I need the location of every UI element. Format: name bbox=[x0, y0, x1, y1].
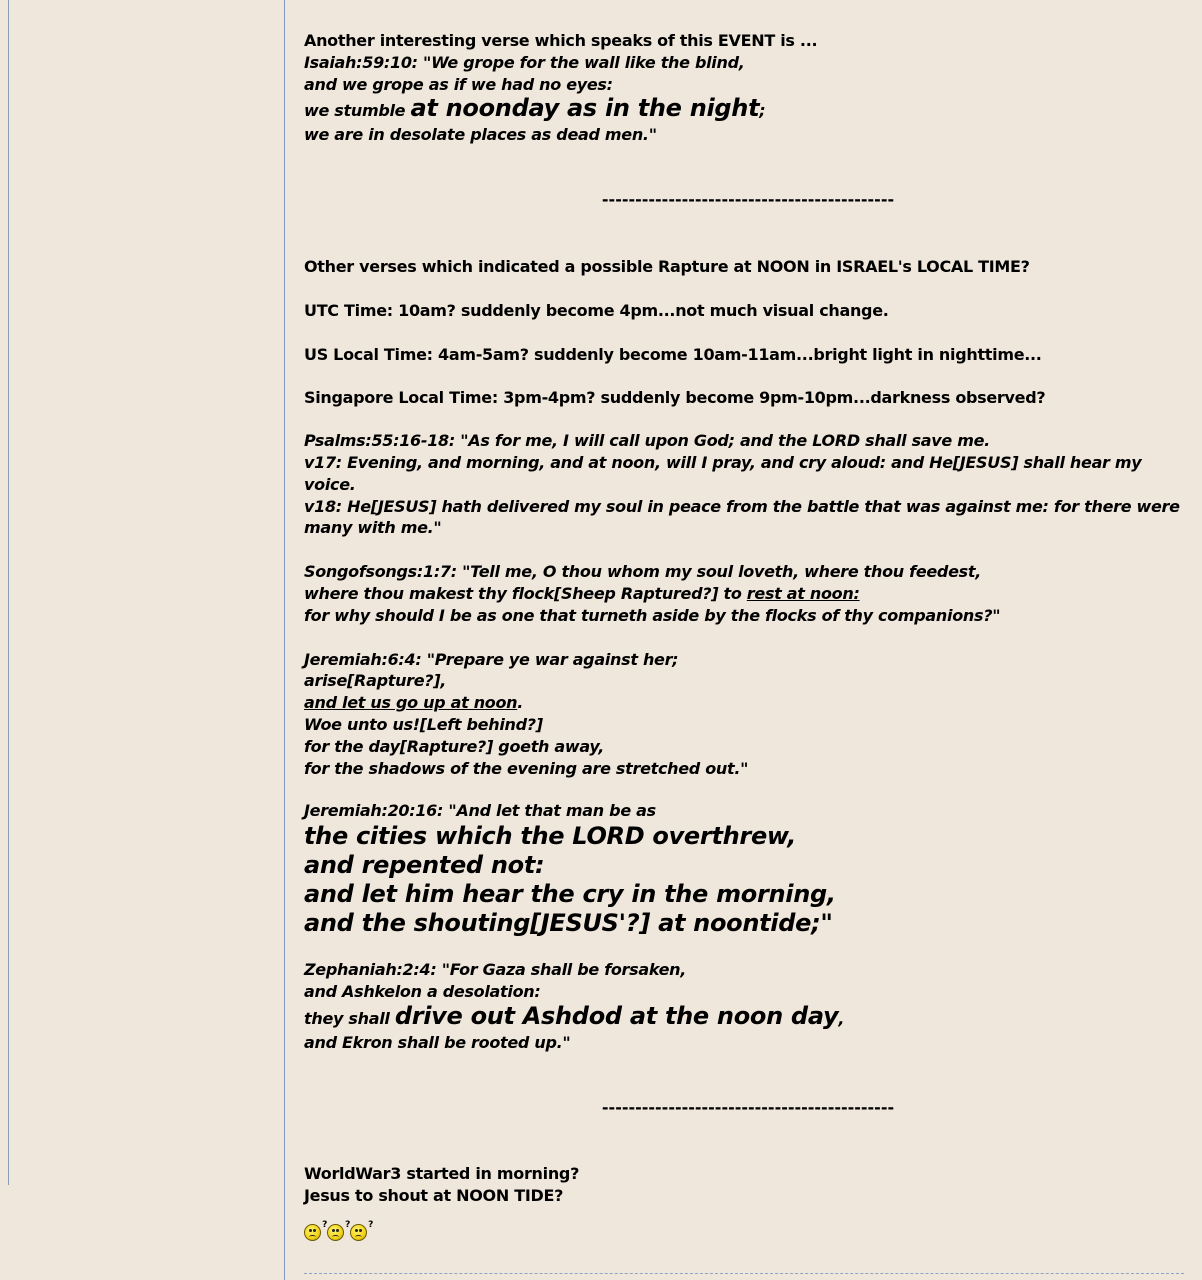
confused-smiley-icon: ? bbox=[304, 1224, 321, 1241]
jer6-line-2: arise[Rapture?], bbox=[304, 671, 447, 691]
psalms-line-3: v18: He[JESUS] hath delivered my soul in peace from the battle that was against me: for there were many with me." bbox=[304, 496, 1180, 538]
singapore-time-line: Singapore Local Time: 3pm-4pm? suddenly become 9pm-10pm...darkness observed? bbox=[304, 388, 1046, 408]
song-line-1: Songofsongs:1:7: "Tell me, O thou whom my soul loveth, where thou feedest, bbox=[304, 562, 981, 582]
song-line-3: for why should I be as one that turneth aside by the flocks of thy companions?" bbox=[304, 605, 1001, 625]
jeremiah-20-verse bbox=[304, 800, 1184, 938]
confused-smiley-icon: ? bbox=[327, 1224, 344, 1241]
jer6-line-6: for the shadows of the evening are stretched out." bbox=[304, 758, 749, 778]
post-body bbox=[304, 0, 1184, 1280]
confused-smiley-icon: ? bbox=[350, 1224, 367, 1241]
smiley-row bbox=[304, 1219, 1184, 1241]
jer6-line-3: and let us go up at noon. bbox=[304, 693, 524, 713]
isaiah-line-3: we stumble at noonday as in the night; bbox=[304, 94, 766, 123]
zeph-line-4: and Ekron shall be rooted up." bbox=[304, 1032, 571, 1052]
jer6-line-5: for the day[Rapture?] goeth away, bbox=[304, 736, 605, 756]
post-author-column bbox=[8, 0, 285, 1280]
jer20-line-1: Jeremiah:20:16: "And let that man be as bbox=[304, 801, 656, 821]
psalms-line-1: Psalms:55:16-18: "As for me, I will call upon God; and the LORD shall save me. bbox=[304, 431, 990, 451]
closing-line-2: Jesus to shout at NOON TIDE? bbox=[304, 1186, 564, 1206]
jer6-line-4: Woe unto us![Left behind?] bbox=[304, 714, 543, 734]
jer20-line-5: and the shouting[JESUS'?] at noontide;" bbox=[304, 909, 833, 938]
jer20-line-2: the cities which the LORD overthrew, bbox=[304, 822, 797, 851]
closing-line-1: WorldWar3 started in morning? bbox=[304, 1164, 580, 1184]
separator-1: -------------------------------------------- bbox=[601, 190, 895, 210]
jer20-line-4: and let him hear the cry in the morning, bbox=[304, 880, 836, 909]
zephaniah-verse bbox=[304, 959, 1184, 1053]
post-bottom-divider bbox=[304, 1273, 1184, 1274]
isaiah-line-2: and we grope as if we had no eyes: bbox=[304, 74, 613, 94]
isaiah-line-1: Isaiah:59:10: "We grope for the wall like the blind, bbox=[304, 52, 745, 72]
songofsongs-verse bbox=[304, 561, 1184, 626]
us-time-line: US Local Time: 4am-5am? suddenly become 10am-11am...bright light in nighttime... bbox=[304, 344, 1042, 364]
psalms-verse bbox=[304, 430, 1184, 539]
song-line-2: where thou makest thy flock[Sheep Raptured?] to rest at noon: bbox=[304, 583, 860, 603]
isaiah-verse bbox=[304, 52, 1184, 146]
zeph-line-2: and Ashkelon a desolation: bbox=[304, 981, 541, 1001]
zeph-line-1: Zephaniah:2:4: "For Gaza shall be forsaken, bbox=[304, 960, 687, 980]
jer20-line-3: and repented not: bbox=[304, 851, 545, 880]
utc-time-line: UTC Time: 10am? suddenly become 4pm...not much visual change. bbox=[304, 300, 889, 320]
jeremiah-6-verse bbox=[304, 649, 1184, 780]
isaiah-line-4: we are in desolate places as dead men." bbox=[304, 125, 657, 145]
separator-2: -------------------------------------------- bbox=[601, 1097, 895, 1117]
jer6-line-1: Jeremiah:6:4: "Prepare ye war against her; bbox=[304, 649, 679, 669]
question-line: Other verses which indicated a possible Rapture at NOON in ISRAEL's LOCAL TIME? bbox=[304, 256, 1030, 276]
zeph-line-3: they shall drive out Ashdod at the noon day, bbox=[304, 1001, 845, 1030]
intro-line: Another interesting verse which speaks of this EVENT is ... bbox=[304, 31, 818, 50]
psalms-line-2: v17: Evening, and morning, and at noon, will I pray, and cry aloud: and He[JESUS] shall hear my voice. bbox=[304, 452, 1142, 494]
